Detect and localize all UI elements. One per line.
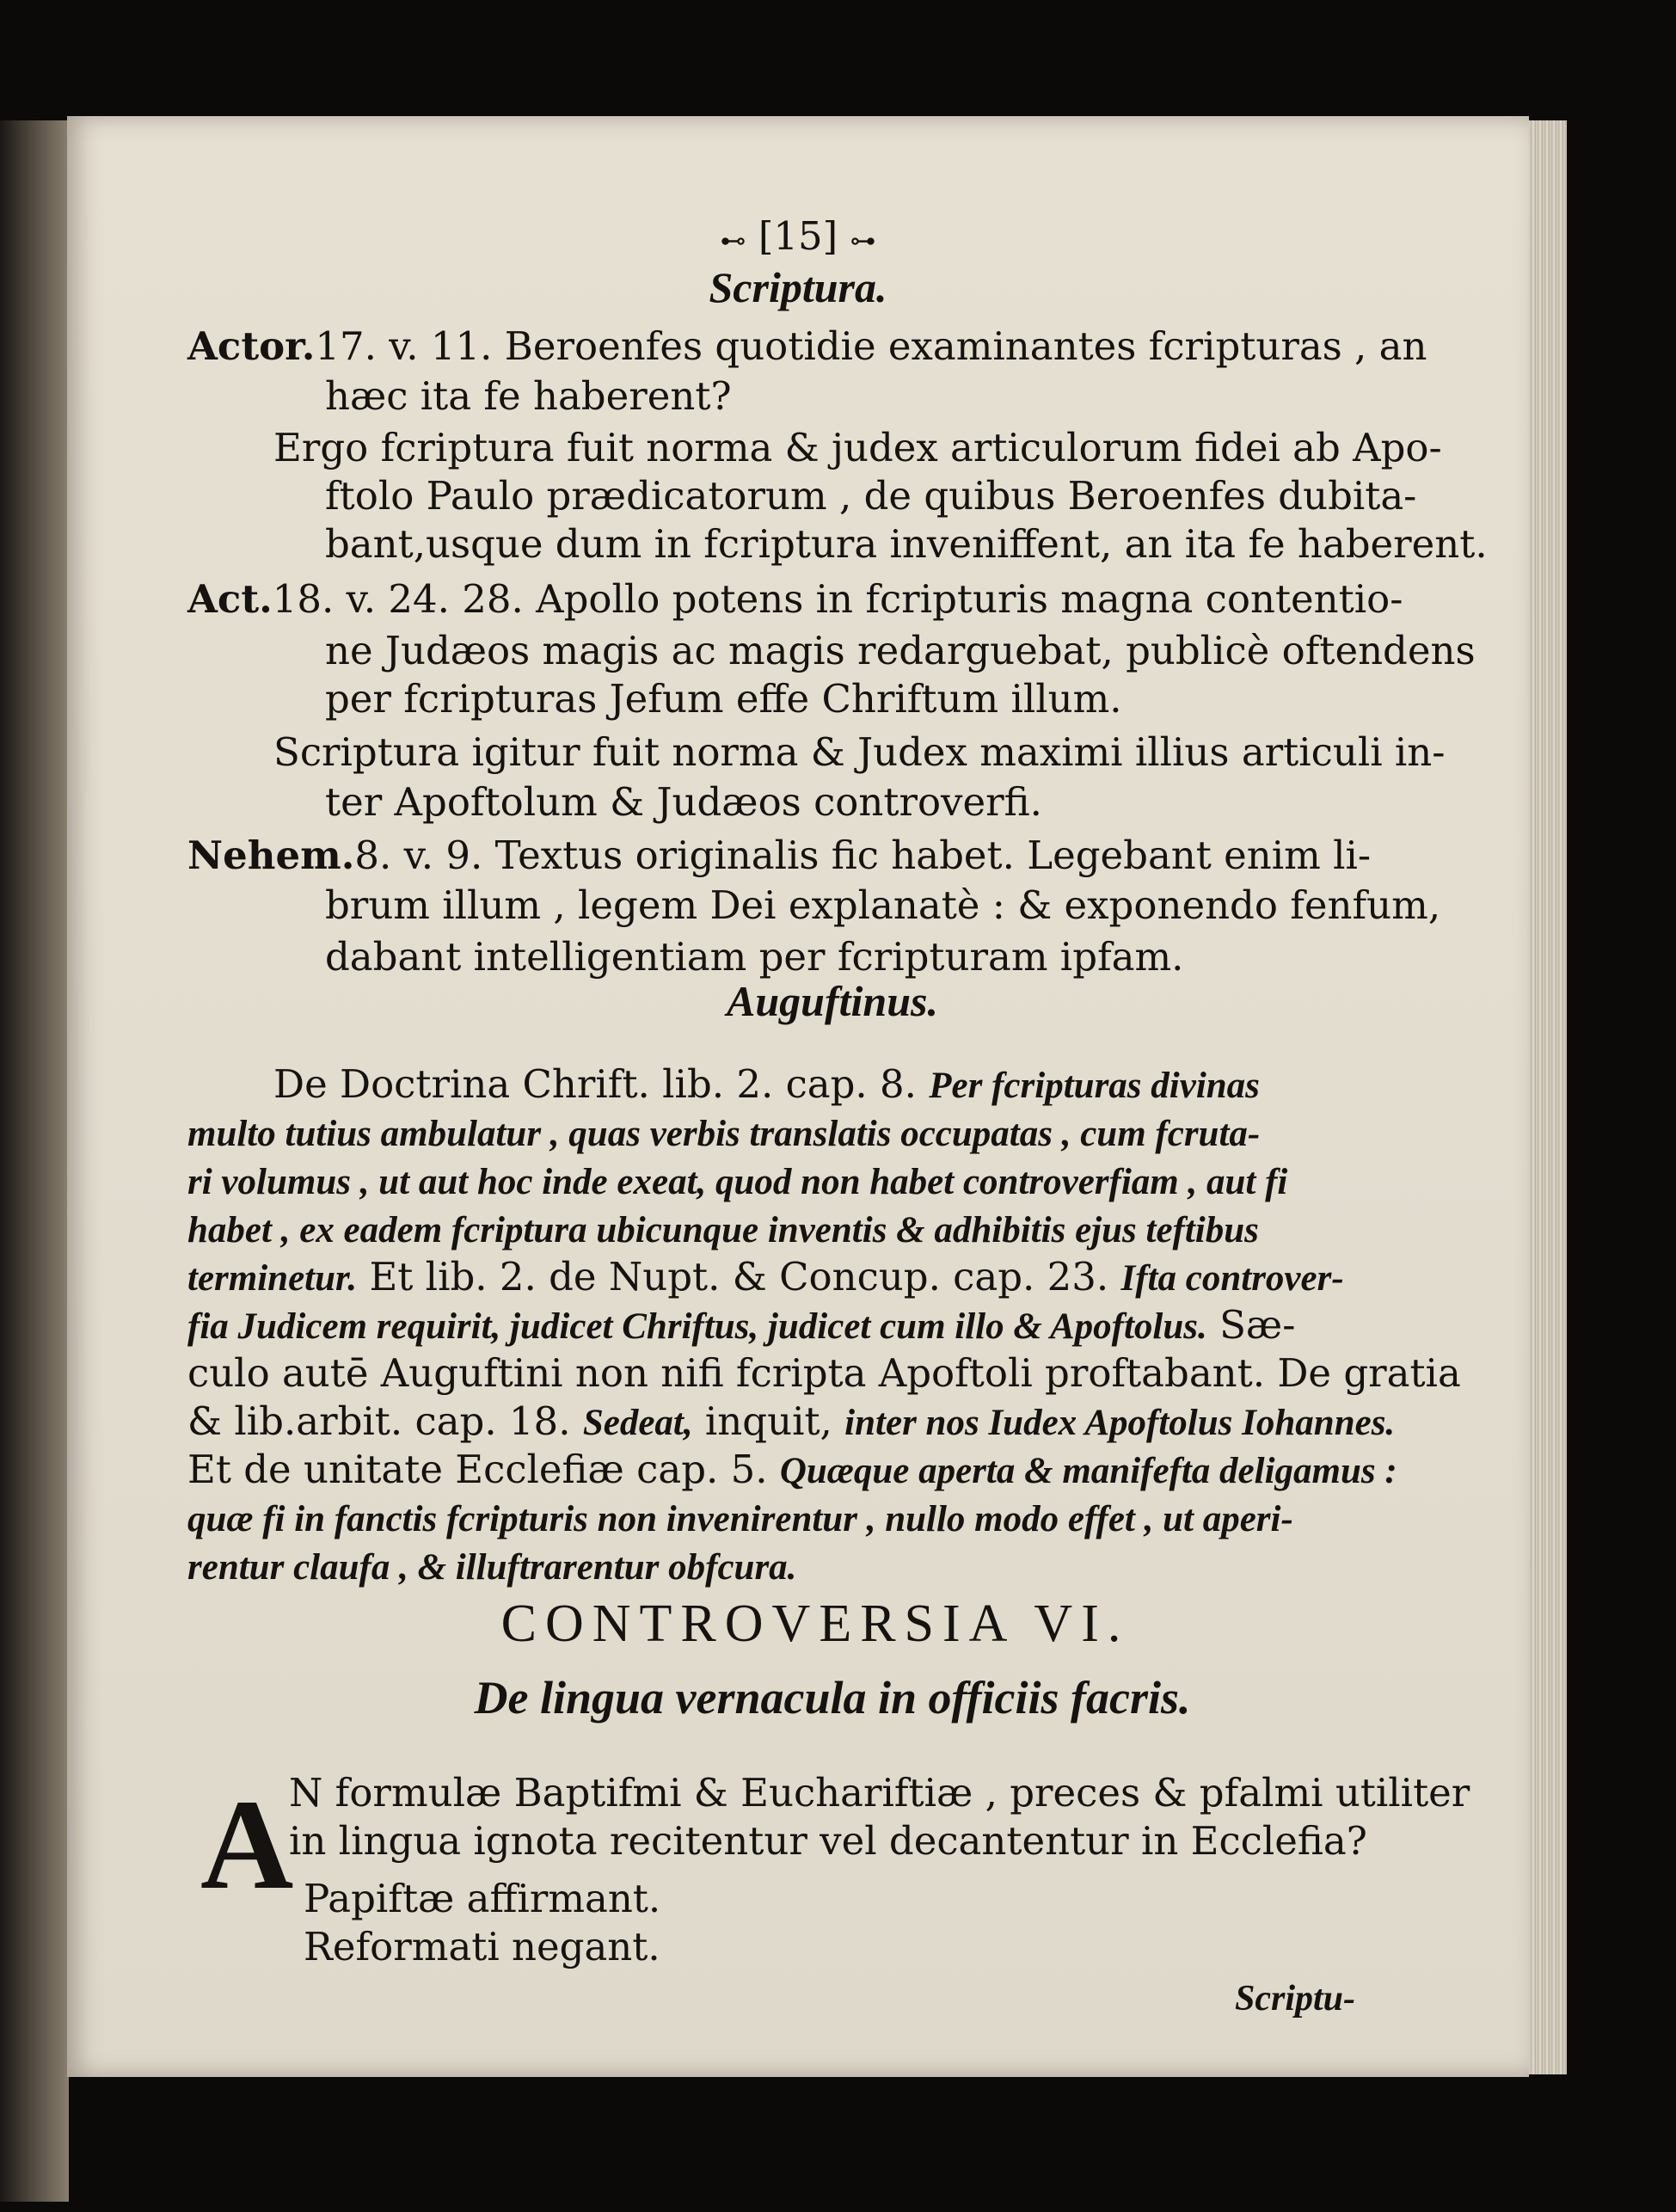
text-line: [325, 675, 1122, 723]
line-text: 8. v. 9. Textus originalis fic habet. Legebant enim li-: [354, 833, 1372, 878]
previous-page-edge: [0, 120, 69, 2202]
quote-italic: fia Judicem requirit, judicet Chriftus, judicet cum illo & Apoftolus.: [187, 1306, 1207, 1347]
catchword: Scriptu-: [1235, 1979, 1356, 2018]
augustinus-line: [187, 1157, 1287, 1207]
ornament-left-icon: ⊷: [720, 226, 746, 256]
page-number: [15]: [758, 213, 838, 259]
augustinus-line: [187, 1109, 1260, 1158]
quote-italic: Per fcripturas divinas: [929, 1066, 1260, 1106]
augustinus-heading: Auguftinus.: [727, 977, 938, 1025]
text-line: [325, 520, 1488, 568]
augustinus-line: [187, 1542, 796, 1592]
reference-label: Nehem.: [187, 833, 355, 878]
reference-label: Actor.: [187, 323, 316, 369]
augustinus-line: [187, 1494, 1293, 1544]
text-line: [187, 832, 1371, 880]
quote-roman: Sæ-: [1206, 1302, 1296, 1348]
augustinus-line: [273, 1060, 1260, 1110]
quote-italic: multo tutius ambulatur , quas verbis translatis occupatas , cum fcruta-: [187, 1114, 1261, 1154]
quote-italic: ri volumus , ut aut hoc inde exeat, quod non habet controverfiam , aut fi: [187, 1162, 1288, 1202]
line-text: brum illum , legem Dei explanatè : & exponendo fenfum,: [325, 882, 1441, 928]
text-line: [325, 933, 1183, 981]
line-text: 18. v. 24. 28. Apollo potens in fcripturis magna contentio-: [272, 576, 1403, 622]
page-number-line: [67, 212, 1529, 266]
ornament-right-icon: ⊶: [850, 226, 876, 256]
line-text: Ergo fcriptura fuit norma & judex articulorum fidei ab Apo-: [273, 425, 1442, 470]
text-line: [325, 472, 1416, 520]
text-line: [273, 424, 1442, 472]
quote-italic: terminetur.: [187, 1258, 358, 1299]
question-line-2: in lingua ignota recitentur vel decantentur in Ecclefia?: [289, 1818, 1367, 1864]
reformati-answer: Reformati negant.: [304, 1924, 660, 1969]
text-line: [325, 882, 1440, 930]
line-text: Scriptura igitur fuit norma & Judex maximi illius articuli in-: [273, 729, 1446, 775]
augustinus-line: [187, 1398, 1395, 1447]
line-text: hæc ita fe haberent?: [325, 373, 732, 419]
augustinus-line: [187, 1446, 1397, 1496]
quote-roman: & lib.arbit. cap. 18.: [187, 1398, 583, 1444]
book-page: [67, 116, 1529, 2077]
augustinus-line: [187, 1301, 1295, 1351]
text-line: [187, 575, 1403, 624]
line-text: ftolo Paulo prædicatorum , de quibus Beroenfes dubita-: [325, 473, 1417, 519]
line-text: ne Judæos magis ac magis redarguebat, publicè oftendens: [325, 628, 1476, 673]
line-text: ter Apoftolum & Judæos controverfi.: [325, 779, 1042, 825]
augustinus-line: [187, 1349, 1461, 1398]
quote-italic: Sedeat,: [582, 1403, 693, 1443]
quote-italic: inter nos Iudex Apoftolus Iohannes.: [844, 1403, 1396, 1443]
quote-italic: Quæque aperta & manifefta deligamus :: [779, 1451, 1397, 1491]
text-line: [187, 323, 1427, 371]
text-line: [325, 627, 1476, 675]
page-stack-edge: [1529, 120, 1567, 2074]
drop-cap: A: [200, 1773, 294, 1916]
quote-roman: De Doctrina Chrift. lib. 2. cap. 8.: [273, 1061, 930, 1107]
quote-italic: habet , ex eadem fcriptura ubicunque inventis & adhibitis ejus teftibus: [187, 1210, 1259, 1250]
question-line-1: N formulæ Baptifmi & Euchariftiæ , preces & pfalmi utiliter: [289, 1770, 1470, 1816]
section-title: Scriptura.: [709, 263, 887, 311]
papistae-answer: Papiftæ affirmant.: [304, 1876, 661, 1921]
quote-roman: Et de unitate Ecclefiæ cap. 5.: [187, 1447, 780, 1492]
reference-label: Act.: [187, 576, 273, 622]
quote-italic: rentur claufa , & illuftrarentur obfcura.: [187, 1547, 797, 1588]
quote-italic: quæ fi in fanctis fcripturis non invenirentur , nullo modo effet , ut aperi-: [187, 1499, 1293, 1539]
quote-roman: Et lib. 2. de Nupt. & Concup. cap. 23.: [357, 1254, 1121, 1300]
quote-roman: inquit,: [692, 1398, 845, 1444]
augustinus-line: [187, 1205, 1259, 1255]
line-text: per fcripturas Jefum effe Chriftum illum.: [325, 676, 1122, 722]
line-text: bant,usque dum in fcriptura inveniffent, an ita fe haberent.: [325, 521, 1488, 567]
augustinus-line: [187, 1253, 1344, 1303]
text-line: [325, 778, 1042, 826]
controversia-title: CONTROVERSIA VI.: [500, 1594, 1130, 1653]
text-line: [273, 728, 1445, 777]
controversia-subtitle: De lingua vernacula in officiis facris.: [474, 1672, 1191, 1724]
line-text: 17. v. 11. Beroenfes quotidie examinantes fcripturas , an: [315, 323, 1427, 369]
quote-italic: Ifta controver-: [1120, 1258, 1344, 1299]
line-text: dabant intelligentiam per fcripturam ipfam.: [325, 934, 1184, 980]
text-line: [325, 372, 732, 421]
quote-roman: culo autē Auguftini non nifi fcripta Apoftoli proftabant. De gratia: [187, 1350, 1461, 1396]
